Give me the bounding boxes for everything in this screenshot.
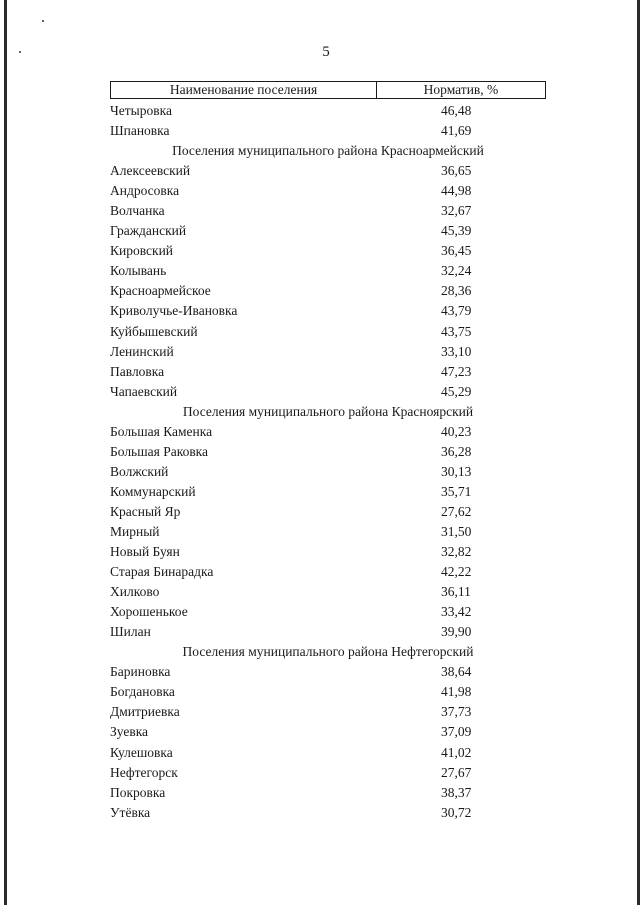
table-row (110, 582, 546, 602)
table-row (110, 682, 546, 702)
settlement-name: Чапаевский (110, 383, 178, 399)
settlement-name: Алексеевский (110, 163, 191, 179)
table-row (110, 442, 546, 462)
norm-value: 41,98 (441, 684, 472, 700)
table-row (110, 161, 546, 181)
table-row (110, 722, 546, 742)
header-norm-percent: Норматив, % (423, 82, 499, 97)
table-row (110, 783, 546, 803)
settlement-name: Андросовка (110, 183, 180, 199)
settlement-name: Красный Яр (110, 503, 181, 519)
settlement-name: Шилан (110, 624, 151, 640)
settlement-name: Волчанка (110, 203, 165, 219)
table-row (110, 422, 546, 442)
norm-value: 36,65 (441, 163, 472, 179)
norm-value: 38,64 (441, 664, 472, 680)
norm-value: 27,62 (441, 503, 472, 519)
settlement-name: Ленинский (110, 343, 174, 359)
table-row (110, 542, 546, 562)
settlement-name: Гражданский (110, 223, 187, 239)
settlement-name: Большая Каменка (110, 423, 213, 439)
settlement-name: Шпановка (110, 123, 170, 139)
table-row (110, 121, 546, 141)
settlement-name: Хилково (110, 584, 160, 600)
settlement-name: Дмитриевка (110, 704, 180, 720)
norm-value: 42,22 (441, 564, 472, 580)
norm-value: 27,67 (441, 764, 472, 780)
settlement-name: Покровка (110, 784, 166, 800)
settlement-name: Нефтегорск (110, 764, 178, 780)
table-row (110, 261, 546, 281)
table-row (110, 602, 546, 622)
table-row (110, 342, 546, 362)
settlement-name: Бариновка (110, 664, 171, 680)
table-row (110, 522, 546, 542)
settlement-name: Четыровка (110, 103, 172, 118)
settlement-name: Павловка (110, 363, 165, 379)
settlement-name: Хорошенькое (110, 604, 188, 620)
table-row (110, 382, 546, 402)
settlements-table (110, 81, 546, 823)
table-row (110, 622, 546, 642)
table-row (110, 662, 546, 682)
page-number: 5 (322, 44, 330, 60)
settlement-name: Красноармейское (110, 283, 211, 299)
norm-value: 45,39 (441, 223, 472, 239)
table-row (110, 281, 546, 301)
norm-value: 43,79 (441, 303, 472, 319)
settlement-name: Мирный (110, 523, 160, 539)
table-row (110, 702, 546, 722)
table-row (110, 362, 546, 382)
norm-value: 36,28 (441, 443, 472, 459)
table-row (110, 462, 546, 482)
table-row (110, 101, 546, 121)
settlement-name: Большая Раковка (110, 443, 209, 459)
table-row (110, 221, 546, 241)
header-settlement-name: Наименование поселения (111, 82, 377, 98)
table-row (110, 743, 546, 763)
settlement-name: Куйбышевский (110, 323, 198, 339)
norm-value: 46,48 (441, 103, 472, 118)
norm-value: 32,67 (441, 203, 472, 219)
norm-value: 32,24 (441, 263, 472, 279)
table-row (110, 803, 546, 823)
settlement-name: Волжский (110, 463, 169, 479)
norm-value: 41,02 (441, 744, 472, 760)
table-row (110, 322, 546, 342)
norm-value: 43,75 (441, 323, 472, 339)
table-header (110, 81, 546, 99)
settlement-name: Богдановка (110, 684, 175, 700)
norm-value: 31,50 (441, 523, 472, 539)
norm-value: 30,72 (441, 804, 472, 820)
settlement-name: Кировский (110, 243, 174, 259)
settlement-name: Старая Бинарадка (110, 564, 214, 580)
section-heading: Поселения муниципального района Красноармейский (172, 143, 484, 159)
table-row (110, 763, 546, 783)
norm-value: 37,09 (441, 724, 472, 740)
table-body (110, 101, 546, 823)
scan-speck (42, 20, 44, 22)
table-row (110, 502, 546, 522)
settlement-name: Зуевка (110, 724, 149, 740)
norm-value: 33,42 (441, 604, 472, 620)
norm-value: 33,10 (441, 343, 472, 359)
table-row (110, 201, 546, 221)
norm-value: 37,73 (441, 704, 472, 720)
norm-value: 41,69 (441, 123, 472, 139)
norm-value: 28,36 (441, 283, 472, 299)
norm-value: 44,98 (441, 183, 472, 199)
scan-edge-left (4, 0, 7, 905)
norm-value: 36,45 (441, 243, 472, 259)
norm-value: 30,13 (441, 463, 472, 479)
settlement-name: Утёвка (110, 804, 151, 820)
table-row (110, 301, 546, 321)
table-row (110, 482, 546, 502)
table-row (110, 241, 546, 261)
norm-value: 38,37 (441, 784, 472, 800)
section-heading: Поселения муниципального района Нефтегорский (182, 644, 474, 660)
norm-value: 32,82 (441, 544, 472, 560)
settlement-name: Криволучье-Ивановка (110, 303, 238, 319)
settlement-name: Кулешовка (110, 744, 173, 760)
section-heading: Поселения муниципального района Красноярский (182, 403, 474, 419)
table-row (110, 181, 546, 201)
settlement-name: Новый Буян (110, 544, 180, 560)
norm-value: 35,71 (441, 483, 472, 499)
norm-value: 36,11 (441, 584, 471, 600)
norm-value: 40,23 (441, 423, 472, 439)
norm-value: 39,90 (441, 624, 472, 640)
settlement-name: Колывань (110, 263, 167, 279)
norm-value: 47,23 (441, 363, 472, 379)
table-row (110, 562, 546, 582)
norm-value: 45,29 (441, 383, 472, 399)
settlement-name: Коммунарский (110, 483, 196, 499)
